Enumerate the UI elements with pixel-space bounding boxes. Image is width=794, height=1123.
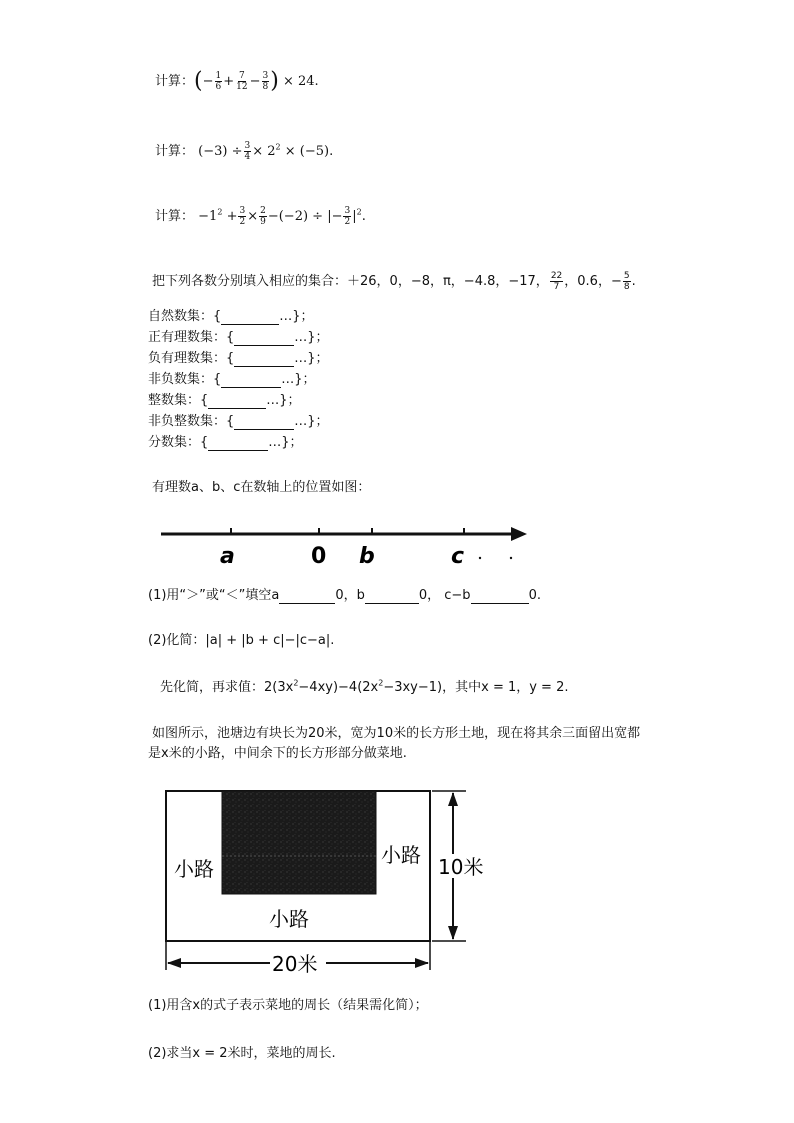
arrow-down-icon <box>448 926 458 940</box>
set-row-integer: 整数集：{ …}； <box>148 393 301 408</box>
label-0: 0 <box>311 544 327 569</box>
answer-blank[interactable] <box>365 588 419 604</box>
answer-blank[interactable] <box>234 330 294 346</box>
problem-prefix: 计算： <box>155 144 195 159</box>
set-row-positive-rational: 正有理数集：{ …}； <box>148 330 329 345</box>
answer-blank[interactable] <box>471 588 529 604</box>
numline-question-1: (1)用“＞”或“＜”填空a 0，b 0， c−b 0. <box>148 588 541 603</box>
set-row-nonnegative-integer: 非负整数集：{ …}； <box>148 414 329 429</box>
fraction: $\frac{3}{4}$ <box>244 141 251 162</box>
fraction: $\frac{3}{2}$ <box>344 206 351 227</box>
label-b: b <box>359 544 375 569</box>
fraction: $\frac{5}{8}$ <box>623 271 630 292</box>
road-label-bottom: 小路 <box>269 907 309 931</box>
set-row-fraction: 分数集：{ …}； <box>148 435 303 450</box>
width-label: 10米 <box>438 855 484 879</box>
problem-2: 计算： (−3) ÷ $\frac{3}{4}$ × $2^2 \times (-5)$. <box>155 141 334 162</box>
sets-intro: 把下列各数分别填入相应的集合：＋26，0，−8，π，−4.8，−17， $\frac{22}{7}$ ，0.6，− $\frac{5}{8}$ . <box>152 271 636 292</box>
answer-blank[interactable] <box>234 351 294 367</box>
fraction: $\frac{2}{9}$ <box>260 206 266 227</box>
problem-prefix: 计算： <box>155 209 195 224</box>
set-row-natural: 自然数集：{ …}； <box>148 309 314 324</box>
label-c: c <box>451 544 465 569</box>
arrow-left-icon <box>167 958 181 968</box>
number-line-figure <box>155 520 535 570</box>
length-label: 20米 <box>272 952 318 975</box>
fraction: $\frac{1}{6}$ <box>215 71 222 92</box>
arrow-head-icon <box>511 527 527 541</box>
arrow-right-icon <box>415 958 429 968</box>
numline-intro: 有理数a、b、c在数轴上的位置如图： <box>152 480 371 495</box>
set-row-negative-rational: 负有理数集：{ …}； <box>148 351 329 366</box>
set-row-nonnegative: 非负数集：{ …}； <box>148 372 316 387</box>
garden-question-1: (1)用含x的式子表示菜地的周长（结果需化简）； <box>148 998 428 1013</box>
problem-3: 计算： $-1^2$ + $\frac{3}{2}$ × $\frac{2}{9}$ −(−2) ÷ |− $\frac{3}{2}$ $|^2$. <box>155 206 366 227</box>
fraction: $\frac{7}{12}$ <box>236 71 248 92</box>
arrow-up-icon <box>448 792 458 806</box>
simplify-problem: 先化简，再求值：$2(3x^2-4xy)-4(2x^2-3xy-1)$，其中x = 1，y = 2. <box>160 678 569 695</box>
answer-blank[interactable] <box>221 372 281 388</box>
problem-prefix: 计算： <box>155 74 195 89</box>
answer-blank[interactable] <box>221 309 279 325</box>
fraction: $\frac{3}{2}$ <box>239 206 246 227</box>
garden-question-2: (2)求当x = 2米时，菜地的周长. <box>148 1046 336 1061</box>
fraction: $\frac{3}{8}$ <box>262 71 269 92</box>
vegetable-plot <box>222 791 376 894</box>
label-a: a <box>220 544 235 569</box>
problem-1: 计算：(− $\frac{1}{6}$ + $\frac{7}{12}$ − $\frac{3}{8}$ ) × 24. <box>155 68 319 94</box>
answer-blank[interactable] <box>234 414 294 430</box>
numline-question-2: (2)化简：|a| + |b + c|−|c−a|. <box>148 633 335 648</box>
answer-blank[interactable] <box>208 435 268 451</box>
answer-blank[interactable] <box>208 393 266 409</box>
answer-blank[interactable] <box>279 588 335 604</box>
garden-intro-line-2: 是x米的小路，中间余下的长方形部分做菜地. <box>148 746 407 761</box>
fraction: $\frac{22}{7}$ <box>550 271 563 292</box>
road-label-left: 小路 <box>174 857 214 881</box>
garden-intro-line-1: 如图所示，池塘边有块长为20米，宽为10米的长方形土地，现在将其余三面留出宽都 <box>152 726 641 741</box>
garden-figure <box>148 780 490 975</box>
road-label-right: 小路 <box>381 843 421 867</box>
